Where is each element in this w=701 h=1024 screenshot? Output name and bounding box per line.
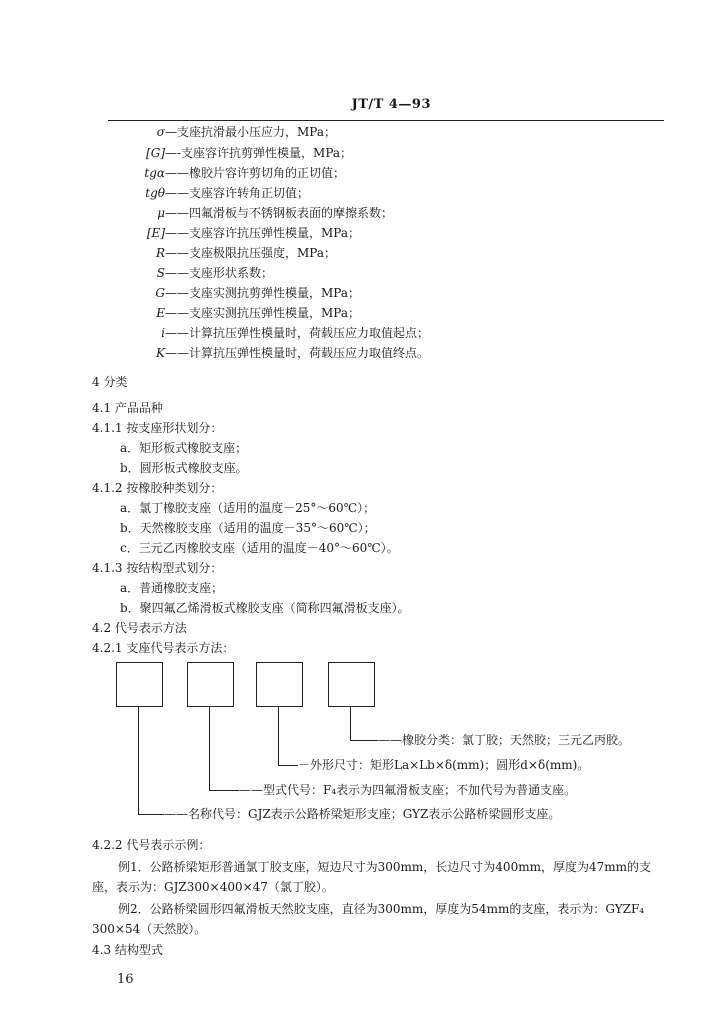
standard-code-header: JT/T 4—93 [351, 97, 431, 112]
symbol: tgθ [145, 186, 165, 200]
symbol: μ [157, 206, 165, 220]
section-heading: 4 分类 [92, 375, 128, 389]
size-label: －外形尺寸：矩形La×Lb×δ(mm)；圆形d×δ(mm)。 [298, 758, 590, 772]
type-code-label: ——型式代号：F₄表示为四氟滑板支座；不加代号为普通支座。 [239, 783, 577, 797]
symbol: [E] [146, 226, 165, 240]
symbol-def-row [117, 306, 360, 320]
symbol-def-row [117, 166, 345, 180]
symbol-def-row [117, 326, 429, 340]
name-code-label: ——名称代号：GJZ表示公路桥梁矩形支座；GYZ表示公路桥梁圆形支座。 [164, 807, 561, 821]
symbol: i [161, 326, 165, 340]
connector-line [278, 765, 298, 766]
symbol-desc: —-支座容许抗剪弹性模量，MPa； [165, 146, 353, 160]
rubber-type-label: ——橡胶分类：氯丁胶；天然胶；三元乙丙胶。 [378, 733, 631, 747]
clause-heading: 4.1.3 按结构型式划分： [92, 561, 223, 575]
symbol-desc: —支座抗滑最小压应力，MPa； [165, 125, 336, 139]
symbol: [G] [146, 146, 165, 160]
page-number: 16 [117, 972, 134, 987]
connector-line [278, 706, 279, 765]
symbol: K [156, 346, 165, 360]
size-box [256, 662, 303, 707]
symbol: S [156, 266, 165, 280]
symbol-desc: ——橡胶片容许剪切角的正切值； [165, 166, 346, 180]
connector-line [209, 706, 210, 790]
list-item: b．圆形板式橡胶支座。 [120, 461, 248, 475]
subsection-heading: 4.2 代号表示方法 [92, 621, 187, 635]
symbol-def-row [117, 286, 360, 300]
symbol-def-row [117, 125, 336, 139]
example-text: 300×54（天然胶）。 [92, 922, 207, 936]
symbol-desc: ——计算抗压弹性模量时，荷载压应力取值终点。 [165, 346, 430, 360]
clause-heading: 4.2.1 支座代号表示方法： [92, 641, 235, 655]
symbol-def-row [117, 246, 336, 260]
symbol: σ [156, 125, 165, 139]
clause-heading: 4.1.2 按橡胶种类划分： [92, 481, 223, 495]
subsection-heading: 4.1 产品品种 [92, 401, 163, 415]
symbol: R [155, 246, 165, 260]
list-item: a．普通橡胶支座； [120, 581, 224, 595]
symbol: G [155, 286, 165, 300]
header-rule [108, 120, 664, 121]
symbol-desc: ——计算抗压弹性模量时，荷载压应力取值起点； [165, 326, 430, 340]
connector-line [350, 740, 378, 741]
subsection-heading: 4.3 结构型式 [92, 943, 163, 957]
symbol-def-row [117, 186, 309, 200]
example-text: 例2．公路桥梁圆形四氟滑板天然胶支座，直径为300mm，厚度为54mm的支座，表示为：GYZF₄ [118, 902, 645, 916]
symbol-desc: ——四氟滑板与不锈钢板表面的摩擦系数； [165, 206, 394, 220]
symbol-def-row [117, 146, 352, 160]
connector-line [138, 706, 139, 814]
rubber-type-box [328, 662, 375, 707]
symbol-desc: ——支座形状系数； [165, 266, 274, 280]
symbol: E [156, 306, 165, 320]
symbol-desc: ——支座容许抗压弹性模量，MPa； [165, 226, 360, 240]
name-code-box [116, 662, 163, 707]
list-item: a．氯丁橡胶支座（适用的温度－25°～60℃）； [120, 501, 376, 515]
connector-line [138, 814, 164, 815]
type-code-box [187, 662, 234, 707]
symbol: tgα [144, 166, 165, 180]
connector-line [209, 790, 239, 791]
symbol-desc: ——支座实测抗压弹性模量，MPa； [165, 306, 360, 320]
symbol-def-row [117, 226, 360, 240]
list-item: b．聚四氟乙烯滑板式橡胶支座（简称四氟滑板支座）。 [120, 601, 410, 615]
list-item: a．矩形板式橡胶支座； [120, 441, 248, 455]
symbol-def-row [117, 266, 273, 280]
connector-line [350, 706, 351, 740]
symbol-def-row [117, 206, 393, 220]
symbol-desc: ——支座极限抗压强度，MPa； [165, 246, 336, 260]
list-item: c．三元乙丙橡胶支座（适用的温度－40°～60℃）。 [120, 541, 399, 555]
clause-heading: 4.1.1 按支座形状划分： [92, 421, 223, 435]
clause-heading: 4.2.2 代号表示示例： [92, 838, 211, 852]
symbol-desc: ——支座实测抗剪弹性模量，MPa； [165, 286, 360, 300]
symbol-def-row [117, 346, 429, 360]
example-text: 座，表示为：GJZ300×400×47（氯丁胶）。 [92, 880, 334, 894]
symbol-desc: ——支座容许转角正切值； [165, 186, 310, 200]
example-text: 例1．公路桥梁矩形普通氯丁胶支座，短边尺寸为300mm，长边尺寸为400mm，厚度为47mm的支 [118, 860, 651, 874]
list-item: b．天然橡胶支座（适用的温度－35°～60℃）； [120, 521, 376, 535]
